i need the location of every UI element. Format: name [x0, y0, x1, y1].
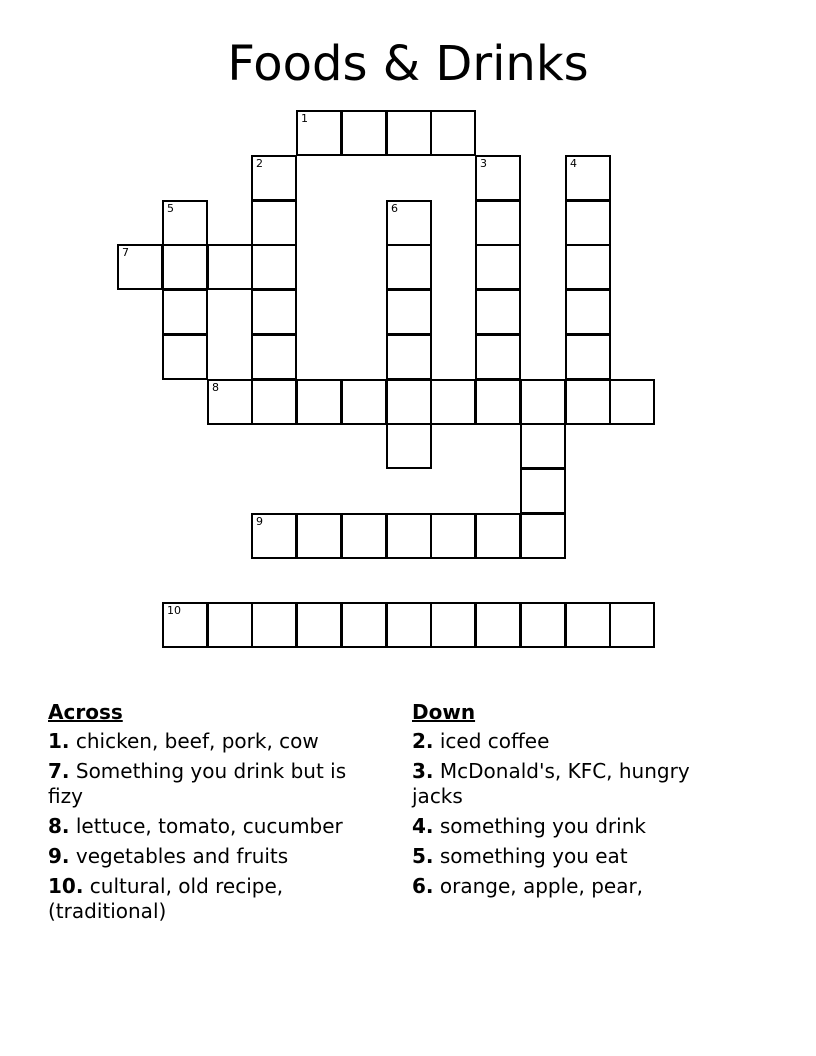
- clue-number: 2.: [412, 729, 434, 753]
- grid-cell[interactable]: [565, 200, 611, 246]
- across-clue-1: [48, 729, 383, 754]
- grid-cell[interactable]: [296, 379, 342, 425]
- grid-cell[interactable]: [296, 513, 342, 559]
- grid-cell[interactable]: [520, 513, 566, 559]
- clue-text: iced coffee: [439, 729, 550, 753]
- grid-cell[interactable]: [251, 200, 297, 246]
- grid-cell[interactable]: [565, 334, 611, 380]
- grid-cell[interactable]: [162, 289, 208, 335]
- across-clue-7: [48, 759, 383, 809]
- down-clue-2: [412, 729, 742, 754]
- grid-cell[interactable]: [565, 602, 611, 648]
- grid-cell[interactable]: [207, 379, 253, 425]
- clue-number-label: 2: [256, 157, 263, 170]
- grid-cell[interactable]: [475, 289, 521, 335]
- clue-number-label: 8: [212, 381, 219, 394]
- clue-number-label: 6: [391, 202, 398, 215]
- grid-cell[interactable]: [565, 289, 611, 335]
- grid-cell[interactable]: [386, 513, 432, 559]
- grid-cell[interactable]: [520, 379, 566, 425]
- grid-cell[interactable]: [162, 200, 208, 246]
- clue-text: orange, apple, pear,: [439, 874, 644, 898]
- clue-text: McDonald's, KFC, hungry jacks: [412, 759, 690, 808]
- grid-cell[interactable]: [609, 379, 655, 425]
- grid-cell[interactable]: [430, 110, 476, 156]
- grid-cell[interactable]: [386, 602, 432, 648]
- grid-cell[interactable]: [386, 423, 432, 469]
- clue-number-label: 3: [480, 157, 487, 170]
- grid-cell[interactable]: [296, 110, 342, 156]
- grid-cell[interactable]: [475, 200, 521, 246]
- grid-cell[interactable]: [520, 423, 566, 469]
- grid-cell[interactable]: [251, 289, 297, 335]
- grid-cell[interactable]: [386, 200, 432, 246]
- grid-cell[interactable]: [251, 379, 297, 425]
- grid-cell[interactable]: [341, 379, 387, 425]
- grid-cell[interactable]: [430, 513, 476, 559]
- grid-cell[interactable]: [251, 155, 297, 201]
- grid-cell[interactable]: [386, 379, 432, 425]
- grid-cell[interactable]: [475, 244, 521, 290]
- grid-cell[interactable]: [565, 244, 611, 290]
- grid-cell[interactable]: [162, 334, 208, 380]
- clue-number-label: 7: [122, 246, 129, 259]
- clue-number-label: 10: [167, 604, 181, 617]
- clue-text: Something you drink but is fizy: [48, 759, 347, 808]
- grid-cell[interactable]: [386, 110, 432, 156]
- down-clues: [412, 700, 742, 904]
- clue-number: 10.: [48, 874, 84, 898]
- grid-cell[interactable]: [565, 155, 611, 201]
- grid-cell[interactable]: [251, 513, 297, 559]
- across-clue-8: [48, 814, 383, 839]
- down-clue-3: [412, 759, 742, 809]
- clue-text: something you eat: [439, 844, 628, 868]
- clue-text: something you drink: [439, 814, 646, 838]
- clue-number: 7.: [48, 759, 70, 783]
- puzzle-title: Foods & Drinks: [227, 36, 589, 92]
- across-clue-10: [48, 874, 383, 924]
- clue-number-label: 1: [301, 112, 308, 125]
- down-heading: Down: [412, 700, 476, 724]
- grid-cell[interactable]: [609, 602, 655, 648]
- grid-cell[interactable]: [475, 602, 521, 648]
- grid-cell[interactable]: [341, 110, 387, 156]
- grid-cell[interactable]: [296, 602, 342, 648]
- across-heading: Across: [48, 700, 123, 724]
- grid-cell[interactable]: [251, 334, 297, 380]
- clue-number: 5.: [412, 844, 434, 868]
- down-clue-6: [412, 874, 742, 899]
- grid-cell[interactable]: [475, 379, 521, 425]
- grid-cell[interactable]: [162, 244, 208, 290]
- grid-cell[interactable]: [386, 289, 432, 335]
- clue-number: 3.: [412, 759, 434, 783]
- clue-text: cultural, old recipe, (traditional): [48, 874, 284, 923]
- grid-cell[interactable]: [430, 602, 476, 648]
- grid-cell[interactable]: [207, 602, 253, 648]
- down-clue-4: [412, 814, 742, 839]
- clue-number: 6.: [412, 874, 434, 898]
- clue-number-label: 4: [570, 157, 577, 170]
- clue-number-label: 9: [256, 515, 263, 528]
- clue-number: 9.: [48, 844, 70, 868]
- grid-cell[interactable]: [162, 602, 208, 648]
- grid-cell[interactable]: [520, 602, 566, 648]
- clue-number: 1.: [48, 729, 70, 753]
- grid-cell[interactable]: [475, 155, 521, 201]
- across-clues: [48, 700, 383, 929]
- grid-cell[interactable]: [251, 602, 297, 648]
- clue-number: 4.: [412, 814, 434, 838]
- grid-cell[interactable]: [565, 379, 611, 425]
- across-clue-9: [48, 844, 383, 869]
- grid-cell[interactable]: [430, 379, 476, 425]
- grid-cell[interactable]: [386, 244, 432, 290]
- down-clue-5: [412, 844, 742, 869]
- clue-number: 8.: [48, 814, 70, 838]
- grid-cell[interactable]: [386, 334, 432, 380]
- grid-cell[interactable]: [207, 244, 253, 290]
- clue-text: vegetables and fruits: [75, 844, 289, 868]
- grid-cell[interactable]: [341, 602, 387, 648]
- grid-cell[interactable]: [251, 244, 297, 290]
- clue-text: chicken, beef, pork, cow: [75, 729, 319, 753]
- clue-number-label: 5: [167, 202, 174, 215]
- grid-cell[interactable]: [475, 334, 521, 380]
- grid-cell[interactable]: [341, 513, 387, 559]
- grid-cell[interactable]: [117, 244, 163, 290]
- grid-cell[interactable]: [475, 513, 521, 559]
- clue-text: lettuce, tomato, cucumber: [75, 814, 343, 838]
- grid-cell[interactable]: [520, 468, 566, 514]
